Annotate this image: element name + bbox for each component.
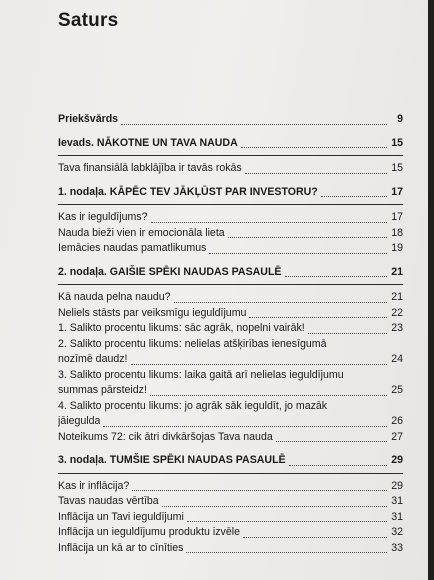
toc-entry-preface bbox=[58, 112, 403, 128]
dot-leader bbox=[243, 537, 387, 538]
toc-entry bbox=[58, 541, 403, 557]
section-divider bbox=[58, 284, 403, 285]
toc-label: Iemācies naudas pamatlikumus bbox=[58, 242, 207, 254]
section-divider bbox=[58, 473, 403, 474]
toc-label: Neliels stāsts par veiksmīgu ieguldījumu bbox=[58, 306, 247, 319]
toc-label-line2: nozīmē daudz! bbox=[58, 353, 128, 365]
toc-entry bbox=[58, 306, 403, 322]
toc-page: 31 bbox=[391, 495, 403, 507]
toc-label: Ievads. NĀKOTNE UN TAVA NAUDA bbox=[58, 136, 238, 149]
section-divider bbox=[58, 155, 403, 156]
toc-page: 17 bbox=[391, 211, 403, 223]
toc-entry-intro bbox=[58, 136, 403, 152]
toc-label-line1: 4. Salikto procentu likums: jo agrāk sāk ieguldīt, jo mazāk bbox=[58, 399, 328, 412]
toc-label: 3. nodaļa. TUMŠIE SPĒKI NAUDAS PASAULĒ bbox=[58, 454, 286, 466]
toc-entry bbox=[58, 210, 403, 226]
dot-leader bbox=[131, 364, 388, 365]
toc-page: 21 bbox=[391, 291, 403, 303]
toc-entry-multiline bbox=[58, 337, 403, 368]
toc-page: 29 bbox=[391, 479, 403, 492]
dot-leader bbox=[103, 426, 387, 427]
dot-leader bbox=[186, 552, 387, 553]
toc-label: Tavas naudas vērtība bbox=[58, 495, 159, 507]
toc-entry-multiline bbox=[58, 368, 403, 399]
toc-entry-multiline bbox=[58, 399, 403, 430]
toc-label: 2. nodaļa. GAIŠIE SPĒKI NAUDAS PASAULĒ bbox=[58, 265, 282, 278]
toc-entry-chapter-1 bbox=[58, 185, 403, 201]
toc-entry-chapter-2 bbox=[58, 265, 403, 281]
toc-entry bbox=[58, 161, 403, 177]
toc-page: 27 bbox=[391, 430, 403, 443]
dot-leader bbox=[209, 253, 387, 254]
section-divider bbox=[58, 204, 403, 205]
toc-label: Inflācija un Tavi ieguldījumi bbox=[58, 510, 184, 523]
toc-page: 33 bbox=[391, 541, 403, 554]
toc-entry bbox=[58, 494, 403, 510]
dot-leader bbox=[245, 173, 387, 174]
toc-label: 1. Salikto procentu likums: sāc agrāk, nopelni vairāk! bbox=[58, 322, 305, 334]
table-of-contents bbox=[58, 112, 403, 556]
toc-page: 24 bbox=[391, 353, 403, 365]
dot-leader bbox=[321, 196, 387, 197]
toc-page: 25 bbox=[391, 384, 403, 396]
toc-entry bbox=[58, 241, 403, 257]
toc-label-line1: 2. Salikto procentu likums: nelielas atšķirības ienesīgumā bbox=[58, 337, 327, 350]
toc-label: Inflācija un ieguldījumu produktu izvēle bbox=[58, 526, 240, 538]
dot-leader bbox=[276, 441, 387, 442]
toc-label: Nauda bieži vien ir emocionāla lieta bbox=[58, 226, 225, 239]
toc-page: 29 bbox=[391, 454, 403, 466]
dot-leader bbox=[187, 521, 387, 522]
toc-page: 15 bbox=[391, 162, 403, 174]
dot-leader bbox=[285, 276, 388, 277]
toc-page: 26 bbox=[391, 415, 403, 427]
toc-label-line1: 3. Salikto procentu likums: laika gaitā arī nelielas ieguldījumu bbox=[58, 368, 344, 381]
toc-label-line2: jāiegulda bbox=[58, 415, 101, 427]
toc-label: Kas ir inflācija? bbox=[58, 479, 130, 492]
toc-entry bbox=[58, 430, 403, 446]
toc-entry bbox=[58, 290, 403, 306]
toc-page: 19 bbox=[391, 242, 403, 254]
dot-leader bbox=[151, 222, 388, 223]
dot-leader bbox=[121, 124, 387, 125]
toc-page: 22 bbox=[391, 306, 403, 319]
page-title: Saturs bbox=[58, 10, 119, 31]
dot-leader bbox=[132, 490, 387, 491]
dot-leader bbox=[162, 506, 387, 507]
toc-page: 32 bbox=[391, 526, 403, 538]
toc-label: Noteikums 72: cik ātri divkāršojas Tava nauda bbox=[58, 430, 273, 443]
toc-label: Tava finansiālā labklājība ir tavās rokās bbox=[58, 162, 242, 174]
toc-label: Kā nauda pelna naudu? bbox=[58, 291, 171, 303]
dot-leader bbox=[308, 333, 387, 334]
toc-page: 23 bbox=[391, 322, 403, 334]
toc-label: Inflācija un kā ar to cīnīties bbox=[58, 541, 184, 554]
dot-leader bbox=[249, 317, 387, 318]
toc-page: 17 bbox=[391, 185, 403, 198]
toc-page: 21 bbox=[391, 265, 403, 278]
toc-entry-chapter-3 bbox=[58, 453, 403, 469]
dot-leader bbox=[228, 237, 387, 238]
toc-entry bbox=[58, 525, 403, 541]
toc-entry bbox=[58, 321, 403, 337]
toc-page: 18 bbox=[391, 226, 403, 239]
dot-leader bbox=[150, 395, 387, 396]
dot-leader bbox=[241, 147, 387, 148]
toc-label-line2: summas pārsteidz! bbox=[58, 384, 147, 396]
toc-page: 31 bbox=[391, 510, 403, 523]
toc-page: 9 bbox=[397, 113, 403, 125]
toc-label: Kas ir ieguldījums? bbox=[58, 211, 148, 223]
toc-entry bbox=[58, 226, 403, 242]
toc-page: 15 bbox=[391, 136, 403, 149]
toc-entry bbox=[58, 479, 403, 495]
dot-leader bbox=[289, 465, 387, 466]
toc-entry bbox=[58, 510, 403, 526]
toc-label: Priekšvārds bbox=[58, 113, 119, 125]
dot-leader bbox=[174, 302, 387, 303]
toc-label: 1. nodaļa. KĀPĒC TEV JĀKĻŪST PAR INVESTORU? bbox=[58, 185, 318, 198]
